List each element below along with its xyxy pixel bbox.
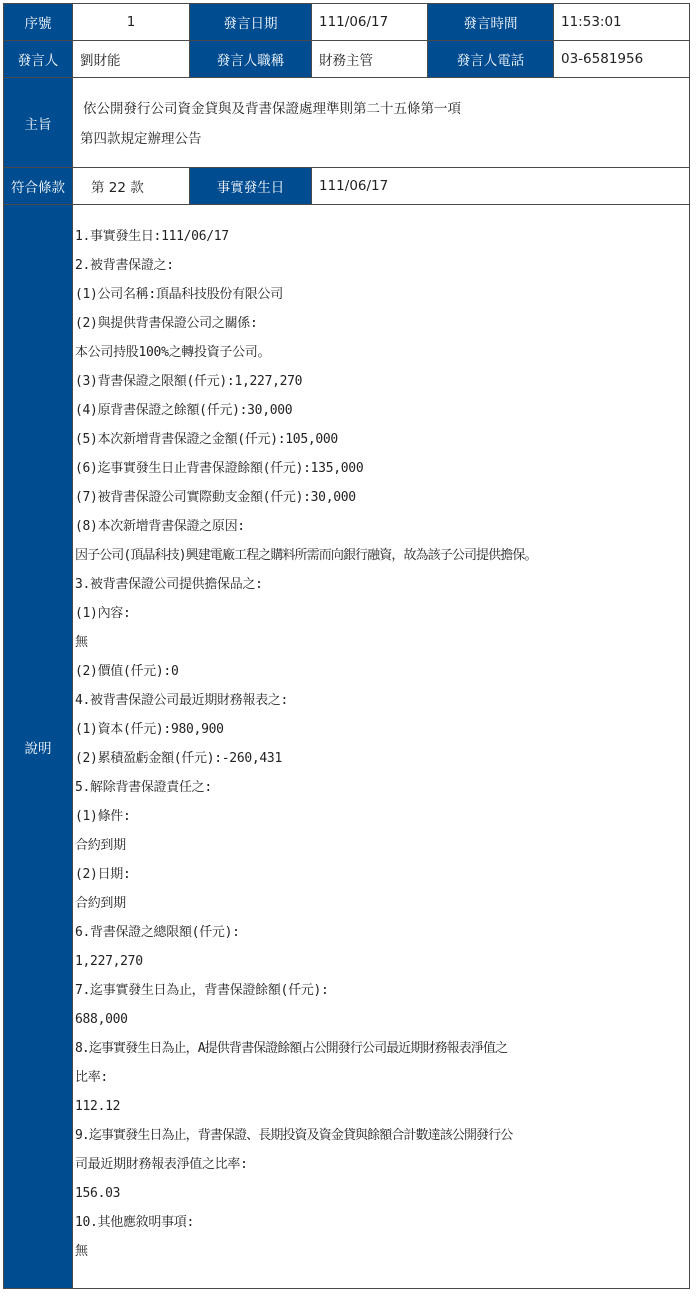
- description-line: 7.迄事實發生日為止，背書保證餘額(仟元):: [75, 983, 329, 998]
- date-label: 發言日期: [190, 4, 312, 41]
- seq-label: 序號: [4, 4, 73, 41]
- subject-line: 第四款規定辦理公告: [80, 130, 202, 147]
- description-line: (7)被背書保證公司實際動支金額(仟元):30,000: [75, 490, 356, 505]
- table-row: [4, 205, 690, 1289]
- subject-label: 主旨: [4, 78, 73, 168]
- time-label: 發言時間: [428, 4, 554, 41]
- table-row: [4, 4, 690, 41]
- seq-value: 1: [73, 4, 190, 41]
- announcement-table: [3, 3, 690, 1289]
- speaker-title-label: 發言人職稱: [190, 41, 312, 78]
- description-line: 8.迄事實發生日為止，A提供背書保證餘額占公開發行公司最近期財務報表淨值之: [75, 1041, 508, 1056]
- description-line: 司最近期財務報表淨值之比率:: [75, 1157, 248, 1172]
- description-line: 1,227,270: [75, 954, 143, 969]
- description-line: 6.背書保證之總限額(仟元):: [75, 925, 240, 940]
- description-line: (2)與提供背書保證公司之關係:: [75, 316, 258, 331]
- description-line: (1)內容:: [75, 606, 131, 621]
- fact-date-label: 事實發生日: [190, 168, 312, 205]
- description-line: 10.其他應敘明事項:: [75, 1215, 195, 1230]
- description-line: 4.被背書保證公司最近期財務報表之:: [75, 693, 289, 708]
- description-line: (3)背書保證之限額(仟元):1,227,270: [75, 374, 303, 389]
- description-line: 本公司持股100%之轉投資子公司。: [75, 345, 271, 360]
- speaker-value: 劉財能: [73, 41, 190, 78]
- clause-label: 符合條款: [4, 168, 73, 205]
- speaker-title-value: 財務主管: [312, 41, 428, 78]
- description-line: (2)日期:: [75, 867, 131, 882]
- description-line: (1)公司名稱:頂晶科技股份有限公司: [75, 287, 283, 302]
- description-line: 9.迄事實發生日為止，背書保證、長期投資及資金貸與餘額合計數達該公開發行公: [75, 1128, 513, 1143]
- description-line: (4)原背書保證之餘額(仟元):30,000: [75, 403, 293, 418]
- description-body: [73, 205, 690, 1289]
- subject-line: 依公開發行公司資金貸與及背書保證處理準則第二十五條第一項: [83, 100, 461, 117]
- description-line: 1.事實發生日:111/06/17: [75, 229, 229, 244]
- description-line: (6)迄事實發生日止背書保證餘額(仟元):135,000: [75, 461, 364, 476]
- subject-value: [73, 78, 690, 168]
- description-line: 無: [75, 1244, 88, 1259]
- description-line: 合約到期: [75, 896, 126, 911]
- description-line: 5.解除背書保證責任之:: [75, 780, 212, 795]
- description-line: (5)本次新增背書保證之金額(仟元):105,000: [75, 432, 338, 447]
- clause-value: 第 22 款: [73, 168, 190, 205]
- description-label: 說明: [4, 205, 73, 1289]
- description-line: 2.被背書保證之:: [75, 258, 174, 273]
- description-line: 合約到期: [75, 838, 126, 853]
- table-row: [4, 78, 690, 168]
- description-line: 比率:: [75, 1070, 108, 1085]
- speaker-phone-value: 03-6581956: [554, 41, 690, 78]
- speaker-phone-label: 發言人電話: [428, 41, 554, 78]
- description-line: 無: [75, 635, 88, 650]
- description-line: (1)條件:: [75, 809, 131, 824]
- table-row: [4, 41, 690, 78]
- description-line: 688,000: [75, 1012, 128, 1027]
- table-row: [4, 168, 690, 205]
- time-value: 11:53:01: [554, 4, 690, 41]
- description-line: 3.被背書保證公司提供擔保品之:: [75, 577, 263, 592]
- date-value: 111/06/17: [312, 4, 428, 41]
- description-line: 112.12: [75, 1099, 121, 1114]
- description-line: (1)資本(仟元):980,900: [75, 722, 224, 737]
- description-line: (8)本次新增背書保證之原因:: [75, 519, 245, 534]
- fact-date-value: 111/06/17: [312, 168, 690, 205]
- description-line: 因子公司(頂晶科技)興建電廠工程之購料所需而向銀行融資，故為該子公司提供擔保。: [75, 548, 537, 563]
- speaker-label: 發言人: [4, 41, 73, 78]
- description-line: (2)累積盈虧金額(仟元):-260,431: [75, 751, 282, 766]
- description-line: 156.03: [75, 1186, 121, 1201]
- description-lines: [73, 205, 689, 1266]
- description-line: (2)價值(仟元):0: [75, 664, 179, 679]
